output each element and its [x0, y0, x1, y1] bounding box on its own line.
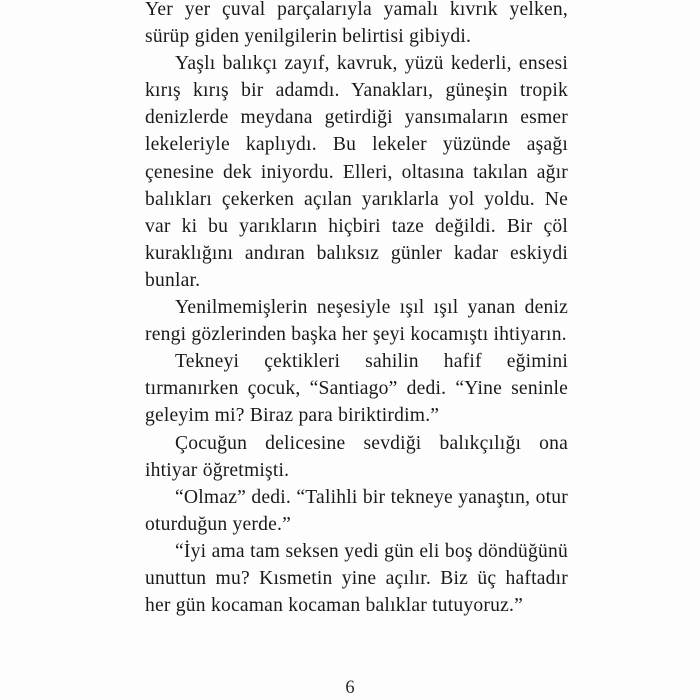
paragraph-1: Yer yer çuval parçalarıyla yamalı kıvrık yelken, sürüp giden yenilgilerin belirtisi gibiydi. [145, 0, 568, 48]
paragraph-2: Yaşlı balıkçı zayıf, kavruk, yüzü kederli, ensesi kırış kırış bir adamdı. Yanakları, güneşin tropik denizlerde meydana getirdiği yansımaların esmer lekeleriyle kaplıydı. Bu lekeler yüzünde aşağı çenesine dek iniyordu. Elleri, oltasına takılan ağır balıkları çekerken açılan yarıklarla yol yoldu. Ne var ki bu yarıkların hiçbiri taze değildi. Bir çöl kuraklığını andıran balıksız günler kadar eskiydi bunlar. [145, 53, 568, 291]
paragraph-5: Çocuğun delicesine sevdiği balıkçılığı ona ihtiyar öğretmişti. [145, 432, 568, 481]
paragraph-3: Yenilmemişlerin neşesiyle ışıl ışıl yanan deniz rengi gözlerinden başka her şeyi kocamıştı ihtiyarın. [145, 297, 568, 346]
paragraph-7: “İyi ama tam seksen yedi gün eli boş döndüğünü unuttun mu? Kısmetin yine açılır. Biz üç haftadır her gün kocaman kocaman balıklar tutuyoruz.” [145, 540, 568, 617]
paragraph-6: “Olmaz” dedi. “Talihli bir tekneye yanaştın, otur oturduğun yerde.” [145, 486, 568, 535]
page-number: 6 [345, 678, 355, 698]
paragraph-4: Tekneyi çektikleri sahilin hafif eğimini tırmanırken çocuk, “Santiago” dedi. “Yine seninle geleyim mi? Biraz para biriktirdim.” [145, 351, 568, 427]
page-text-block [145, 0, 568, 619]
